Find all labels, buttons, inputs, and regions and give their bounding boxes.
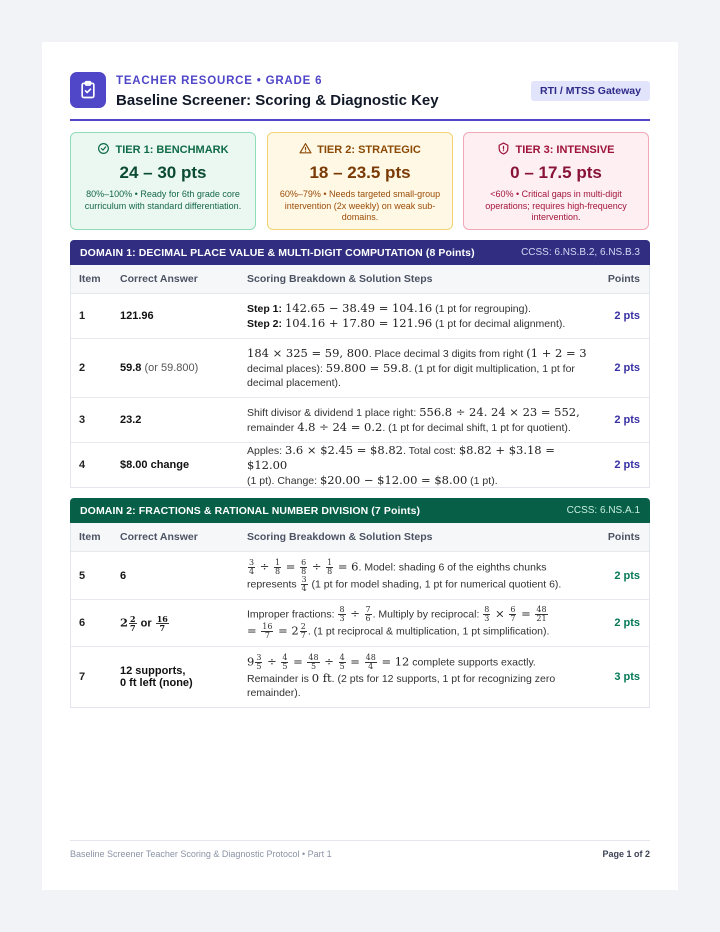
item-number: 3 xyxy=(79,414,86,426)
row-points: 2 pts xyxy=(614,310,640,322)
math: 59.800 = 59.8 xyxy=(325,361,409,375)
math: 4.8 ÷ 24 = 0.2 xyxy=(297,420,383,434)
tier-3-description: <60% • Critical gaps in multi-digit operations; requires high-frequency intervention. xyxy=(485,189,627,222)
tier-2-card xyxy=(267,132,453,230)
step-text: remainder). xyxy=(247,687,301,699)
domain-1-table xyxy=(70,240,650,488)
solution-steps: $\frac{3}{4}$ ÷ $\frac{1}{8}$ = $\frac{6}{8}$ ÷ $\frac{1}{8}$ = 6. Model: shading 6 of the eighths chunks represents $\frac{3}{4}$ (1 pt for model shading, 1 pt for numerical quotient 6). xyxy=(247,557,562,593)
tier-2-label: TIER 2: STRATEGIC xyxy=(317,144,421,156)
item-number: 5 xyxy=(79,569,86,582)
rti-badge: RTI / MTSS Gateway xyxy=(531,81,650,101)
step-text: . (1 pt reciprocal & multiplication, 1 pt simplification). xyxy=(307,625,550,638)
header-kicker: TEACHER RESOURCE • GRADE 6 xyxy=(116,75,323,87)
math: $20.00 − $12.00 = $8.00 xyxy=(319,472,468,487)
math: = 6 xyxy=(334,558,359,573)
footer-text: Baseline Screener Teacher Scoring & Diagnostic Protocol • Part 1 xyxy=(70,849,332,859)
step-text: . Total cost: xyxy=(402,444,459,457)
domain-2-table xyxy=(70,498,650,708)
document-page xyxy=(42,42,678,890)
row-points: 2 pts xyxy=(614,362,640,374)
step-text: . Multiply by reciprocal: xyxy=(372,608,483,621)
math: $8.82 + $3.18 = $12.00 xyxy=(247,442,555,472)
math: 3.6 × $2.45 = $8.82 xyxy=(284,442,403,457)
table-row xyxy=(71,397,649,442)
step-text: (1 pt). xyxy=(467,474,498,487)
math: 104.16 + 17.80 = 121.96 xyxy=(284,316,433,330)
col-item: Item xyxy=(79,531,101,543)
solution-steps xyxy=(240,301,595,331)
table-row xyxy=(71,442,649,487)
step-text: (1 pt for regrouping). xyxy=(432,303,531,315)
math: 0 ft xyxy=(311,671,332,685)
tier-2-description: 60%–79% • Needs targeted small-group intervention (2x weekly) on weak sub-domains. xyxy=(279,189,441,222)
tier-2-range: 18 – 23.5 pts xyxy=(309,163,411,182)
step-text: . (2 pts for 12 supports, 1 pt for recognizing zero xyxy=(331,673,556,685)
row-points: 2 pts xyxy=(614,414,640,426)
step-label: Step 1: xyxy=(247,303,283,315)
document-header xyxy=(70,72,650,122)
row-points: 2 pts xyxy=(614,617,640,629)
correct-answer xyxy=(113,665,240,689)
step-text: (1 pt for decimal alignment). xyxy=(432,318,566,330)
step-text: represents xyxy=(247,577,300,590)
domain-2-title: DOMAIN 2: FRACTIONS & RATIONAL NUMBER DIVISION (7 Points) xyxy=(80,504,421,517)
item-number: 4 xyxy=(79,459,86,471)
correct-answer xyxy=(113,362,240,374)
table-row xyxy=(71,646,649,707)
solution-steps xyxy=(240,443,595,488)
table-row xyxy=(71,599,649,646)
step-text: . (1 pt for digit multiplication, 1 pt for decimal placement). xyxy=(247,363,575,389)
solution-steps xyxy=(240,346,595,390)
tier-3-card xyxy=(463,132,649,230)
answer-line-1: 12 supports, xyxy=(120,665,186,677)
correct-answer: 121.96 xyxy=(120,310,154,322)
correct-answer: $8.00 change xyxy=(120,459,190,471)
item-number: 7 xyxy=(79,671,86,683)
domain-1-title: DOMAIN 1: DECIMAL PLACE VALUE & MULTI-DIGIT COMPUTATION (8 Points) xyxy=(80,246,475,259)
step-text: (1 pt for model shading, 1 pt for numerical quotient 6). xyxy=(308,577,562,590)
col-item: Item xyxy=(79,273,101,285)
warning-triangle-icon xyxy=(299,142,312,158)
answer-alternate: (or 59.800) xyxy=(141,362,199,374)
col-answer: Correct Answer xyxy=(120,273,198,285)
math: 184 × 325 = 59, 800 xyxy=(247,346,369,360)
step-text: complete supports exactly. xyxy=(409,656,536,669)
domain-2-standards: CCSS: 6.NS.A.1 xyxy=(566,505,640,516)
row-points: 2 pts xyxy=(614,569,640,582)
col-points: Points xyxy=(607,273,640,285)
tier-1-label: TIER 1: BENCHMARK xyxy=(115,144,229,156)
step-text: (1 pt). Change: xyxy=(247,474,320,487)
footer-divider xyxy=(70,840,650,841)
table-header-row xyxy=(71,265,649,293)
step-text: Improper fractions: xyxy=(247,608,338,621)
domain-1-header xyxy=(70,240,650,265)
step-text: decimal places): xyxy=(247,363,326,375)
header-divider xyxy=(70,119,650,121)
page-number: Page 1 of 2 xyxy=(602,849,650,859)
step-text: . Place decimal 3 digits from right xyxy=(368,348,527,360)
clipboard-check-icon xyxy=(70,72,106,108)
table-row xyxy=(71,551,649,599)
domain-2-header xyxy=(70,498,650,523)
answer-line-2: 0 ft left (none) xyxy=(120,677,193,689)
tier-1-range: 24 – 30 pts xyxy=(119,163,207,182)
step-text: Shift divisor & dividend 1 place right: xyxy=(247,407,420,419)
row-points: 3 pts xyxy=(614,671,640,683)
tier-1-card xyxy=(70,132,256,230)
tier-3-label: TIER 3: INTENSIVE xyxy=(515,144,615,156)
table-header-row xyxy=(71,523,649,551)
table-row xyxy=(71,293,649,338)
step-text: . Model: shading 6 of the eighths chunks xyxy=(358,560,547,573)
item-number: 6 xyxy=(79,617,86,629)
correct-answer: 2 $\frac{2}{7}$ or $\frac{16}{7}$ xyxy=(120,613,168,633)
solution-steps: 9 $\frac{3}{5}$ ÷ $\frac{4}{5}$ = $\frac{48}{5}$ ÷ $\frac{4}{5}$ = $\frac{48}{4}$ = 12 complete supports exactly. Remainder is 0 ft. (2 pts for 12 supports, 1 pt for recognizing zero remainder). xyxy=(240,654,595,700)
math: (1 + 2 = 3 xyxy=(526,346,587,360)
correct-answer: 23.2 xyxy=(120,414,142,426)
answer-connector: or xyxy=(137,616,155,629)
step-text: Apples: xyxy=(247,444,285,457)
step-text: Remainder is xyxy=(247,673,312,685)
math: = 12 xyxy=(377,654,410,669)
item-number: 1 xyxy=(79,310,86,322)
tier-1-description: 80%–100% • Ready for 6th grade core curriculum with standard differentiation. xyxy=(84,189,242,211)
table-row xyxy=(71,338,649,397)
step-text: . (1 pt for decimal shift, 1 pt for quotient). xyxy=(382,422,571,434)
correct-answer: 6 xyxy=(120,569,127,582)
math: 142.65 − 38.49 = 104.16 xyxy=(284,301,433,315)
col-solution: Scoring Breakdown & Solution Steps xyxy=(247,531,433,543)
col-answer: Correct Answer xyxy=(120,531,198,543)
step-label: Step 2: xyxy=(247,318,283,330)
solution-steps: Improper fractions: $\frac{8}{3}$ ÷ $\frac{7}{6}$ . Multiply by reciprocal: $\frac{8}{3}$ × $\frac{6}{7}$ = $\frac{48}{21}$ = $\frac{16}{7}$ = 2 $\frac{2}{7}$ . (1 pt reciprocal & multiplication, 1 pt simplification). xyxy=(247,605,550,640)
solution-steps xyxy=(240,405,595,435)
step-text: remainder xyxy=(247,422,298,434)
answer-value: 59.8 xyxy=(120,362,142,374)
domain-1-standards: CCSS: 6.NS.B.2, 6.NS.B.3 xyxy=(521,247,640,258)
col-points: Points xyxy=(607,531,640,543)
row-points: 2 pts xyxy=(614,459,640,471)
shield-alert-icon xyxy=(497,142,510,158)
check-circle-icon xyxy=(97,142,110,158)
page-title: Baseline Screener: Scoring & Diagnostic Key xyxy=(116,92,439,109)
item-number: 2 xyxy=(79,362,86,374)
tier-3-range: 0 – 17.5 pts xyxy=(510,163,602,182)
math: 556.8 ÷ 24. 24 × 23 = 552, xyxy=(419,405,580,419)
col-solution: Scoring Breakdown & Solution Steps xyxy=(247,273,433,285)
